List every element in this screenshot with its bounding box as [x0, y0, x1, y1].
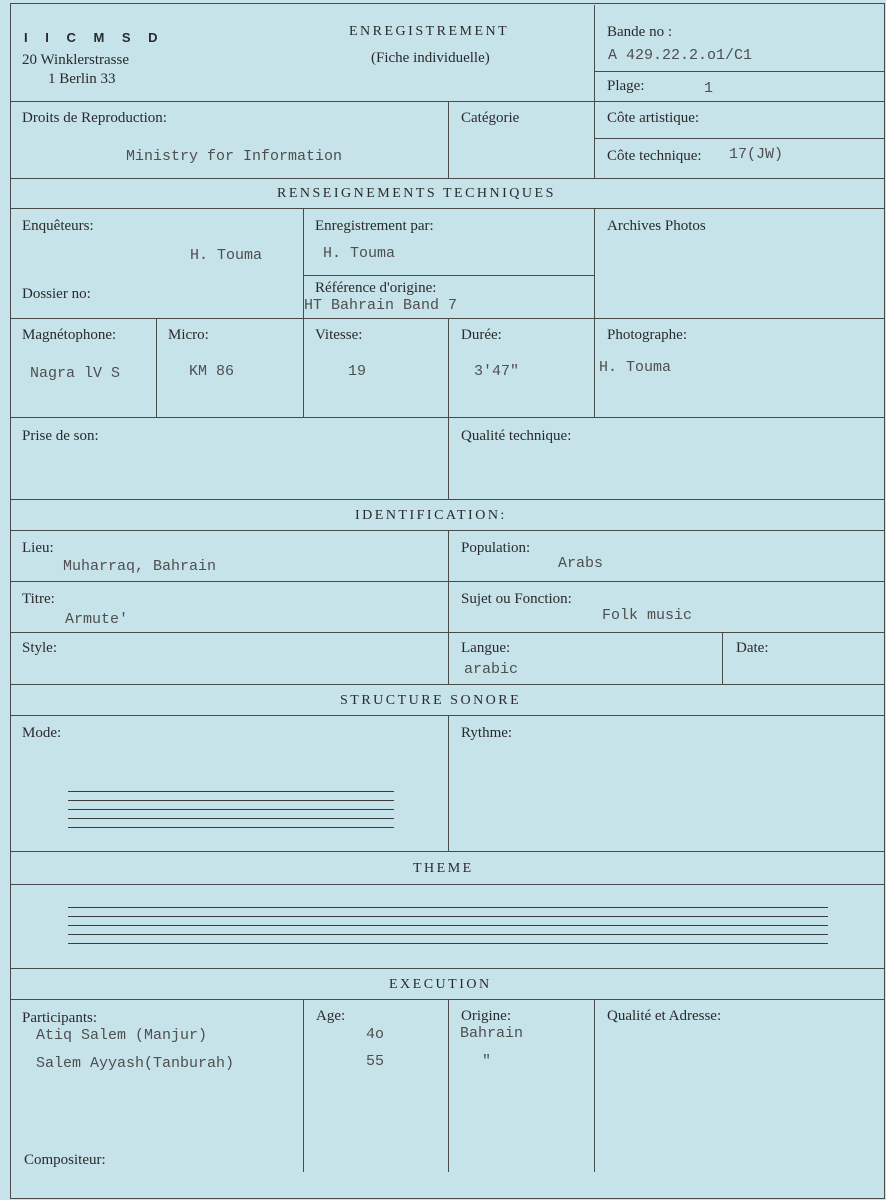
divider	[594, 999, 595, 1172]
magnetophone-label: Magnétophone:	[22, 327, 117, 343]
cote-artistique-label: Côte artistique:	[607, 110, 700, 126]
qualite-label: Qualité technique:	[461, 428, 572, 444]
enqueteurs-value: H. Touma	[190, 247, 263, 264]
institute-city: 1 Berlin 33	[48, 71, 116, 87]
divider	[594, 71, 885, 72]
technical-heading: RENSEIGNEMENTS TECHNIQUES	[277, 186, 556, 201]
participant-origine: "	[482, 1053, 492, 1070]
langue-value: arabic	[464, 661, 519, 678]
qualite-adresse-label: Qualité et Adresse:	[607, 1008, 722, 1024]
sujet-label: Sujet ou Fonction:	[461, 591, 572, 607]
langue-label: Langue:	[461, 640, 511, 656]
date-label: Date:	[736, 640, 769, 656]
photographe-value: H. Touma	[599, 359, 672, 376]
divider	[722, 632, 723, 685]
population-label: Population:	[461, 540, 531, 556]
divider	[10, 884, 885, 885]
participants-label: Participants:	[22, 1010, 97, 1026]
divider	[10, 968, 885, 969]
participant-age: 55	[366, 1053, 385, 1070]
lieu-value: Muharraq, Bahrain	[63, 558, 217, 575]
institute-street: 20 Winklerstrasse	[22, 52, 130, 68]
duree-label: Durée:	[461, 327, 502, 343]
divider	[448, 999, 449, 1172]
identification-heading: IDENTIFICATION:	[355, 508, 507, 523]
divider	[303, 275, 594, 276]
divider	[448, 715, 449, 852]
theme-heading: THEME	[413, 861, 474, 876]
enqueteurs-label: Enquêteurs:	[22, 218, 94, 234]
categorie-label: Catégorie	[461, 110, 520, 126]
divider	[10, 3, 885, 4]
compositeur-label: Compositeur:	[24, 1152, 106, 1168]
divider	[594, 208, 595, 418]
divider	[10, 208, 885, 209]
plage-label: Plage:	[607, 78, 645, 94]
participant-origine: Bahrain	[460, 1025, 524, 1042]
vitesse-value: 19	[348, 363, 367, 380]
form-title: ENREGISTREMENT	[349, 24, 510, 39]
execution-heading: EXECUTION	[389, 977, 492, 992]
magnetophone-value: Nagra lV S	[30, 365, 121, 382]
divider	[884, 3, 885, 1199]
cote-technique-label: Côte technique:	[607, 148, 702, 164]
enregistrement-value: H. Touma	[323, 245, 396, 262]
enregistrement-label: Enregistrement par:	[315, 218, 434, 234]
sujet-value: Folk music	[602, 607, 693, 624]
divider	[10, 1198, 885, 1199]
divider	[448, 101, 449, 179]
participant-name: Salem Ayyash(Tanburah)	[36, 1055, 235, 1072]
micro-label: Micro:	[168, 327, 209, 343]
participant-name: Atiq Salem (Manjur)	[36, 1027, 208, 1044]
photographe-label: Photographe:	[607, 327, 687, 343]
divider	[156, 318, 157, 418]
form-subtitle: (Fiche individuelle)	[371, 50, 490, 66]
institute-name: I I C M S D	[24, 30, 165, 45]
age-label: Age:	[316, 1008, 346, 1024]
archives-label: Archives Photos	[607, 218, 706, 234]
bande-value: A 429.22.2.o1/C1	[608, 47, 753, 64]
divider	[448, 318, 449, 418]
origine-label: Origine:	[461, 1008, 511, 1024]
style-label: Style:	[22, 640, 58, 656]
titre-label: Titre:	[22, 591, 55, 607]
reference-label: Référence d'origine:	[315, 280, 437, 296]
mode-label: Mode:	[22, 725, 62, 741]
participant-age: 4o	[366, 1026, 385, 1043]
divider	[594, 138, 885, 139]
rythme-label: Rythme:	[461, 725, 513, 741]
divider	[303, 999, 304, 1172]
rights-label: Droits de Reproduction:	[22, 110, 167, 126]
dossier-label: Dossier no:	[22, 286, 91, 302]
divider	[10, 3, 11, 1199]
divider	[594, 5, 595, 179]
bande-label: Bande no :	[607, 24, 672, 40]
reference-value: HT Bahrain Band 7	[304, 297, 458, 314]
micro-value: KM 86	[189, 363, 235, 380]
lieu-label: Lieu:	[22, 540, 54, 556]
vitesse-label: Vitesse:	[315, 327, 363, 343]
population-value: Arabs	[558, 555, 604, 572]
prise-label: Prise de son:	[22, 428, 99, 444]
cote-technique-value: 17(JW)	[729, 146, 784, 163]
duree-value: 3'47"	[474, 363, 520, 380]
plage-value: 1	[704, 80, 714, 97]
rights-value: Ministry for Information	[126, 148, 343, 165]
divider	[448, 417, 449, 500]
titre-value: Armute'	[65, 611, 129, 628]
divider	[448, 530, 449, 685]
structure-heading: STRUCTURE SONORE	[340, 693, 522, 708]
